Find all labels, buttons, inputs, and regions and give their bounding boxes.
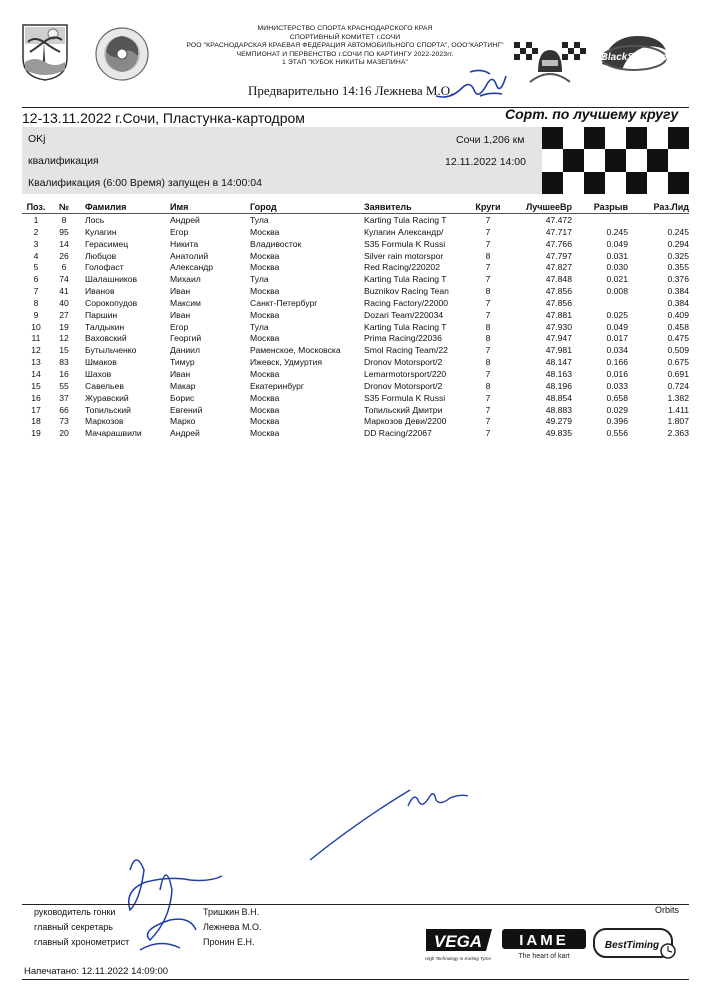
cell-first-name: Егор bbox=[170, 226, 189, 237]
cell-pos: 8 bbox=[33, 297, 39, 308]
cell-entrant: Dronov Motorsport/2 bbox=[364, 357, 443, 368]
class-label: OKj bbox=[28, 133, 46, 145]
sochi-coat-of-arms-icon bbox=[20, 22, 70, 82]
cell-city: Москва bbox=[250, 416, 280, 427]
col-number: № bbox=[58, 202, 70, 212]
cell-gap: 0.034 bbox=[606, 345, 628, 356]
cell-gap: 0.049 bbox=[606, 321, 628, 332]
table-row bbox=[22, 357, 689, 369]
cell-pos: 4 bbox=[33, 250, 39, 261]
cell-laps: 8 bbox=[485, 250, 491, 261]
cell-city: Тула bbox=[250, 215, 269, 225]
divider bbox=[22, 904, 689, 905]
cell-first-name: Андрей bbox=[170, 215, 200, 225]
cell-number: 27 bbox=[59, 309, 69, 320]
track-info: Сочи 1,206 км bbox=[456, 134, 525, 146]
cell-gap-leader: 0.724 bbox=[667, 380, 689, 391]
table-row bbox=[22, 298, 689, 310]
cell-city: Москва bbox=[250, 368, 280, 379]
cell-laps: 8 bbox=[485, 357, 491, 368]
cell-city: Москва bbox=[250, 286, 280, 297]
cell-entrant: Karting Tula Racing T bbox=[364, 274, 447, 285]
table-row bbox=[22, 381, 689, 393]
vega-logo-icon bbox=[424, 925, 496, 963]
cell-number: 66 bbox=[59, 404, 69, 415]
cell-gap: 0.166 bbox=[606, 357, 628, 368]
cell-gap: 0.396 bbox=[606, 416, 628, 427]
cell-city: Санкт-Петербург bbox=[250, 297, 318, 308]
cell-number: 12 bbox=[59, 333, 69, 344]
cell-best-time: 47.930 bbox=[545, 321, 572, 332]
cell-laps: 7 bbox=[485, 345, 491, 356]
signature-icon bbox=[300, 770, 480, 870]
cell-first-name: Евгений bbox=[170, 404, 203, 415]
cell-number: 95 bbox=[59, 226, 69, 237]
sort-title: Сорт. по лучшему кругу bbox=[505, 106, 679, 122]
cell-laps: 7 bbox=[485, 309, 491, 320]
cell-best-time: 47.472 bbox=[545, 215, 572, 225]
cell-best-time: 47.881 bbox=[545, 309, 572, 320]
cell-entrant: Red Racing/220202 bbox=[364, 262, 440, 273]
cell-best-time: 47.766 bbox=[545, 238, 572, 249]
official-role: руководитель гонки bbox=[34, 907, 116, 917]
cell-best-time: 47.717 bbox=[545, 226, 572, 237]
table-row bbox=[22, 393, 689, 405]
cell-laps: 7 bbox=[485, 226, 491, 237]
table-row bbox=[22, 251, 689, 263]
cell-gap-leader: 1.807 bbox=[667, 416, 689, 427]
table-row bbox=[22, 286, 689, 298]
cell-best-time: 48.883 bbox=[545, 404, 572, 415]
table-row bbox=[22, 215, 689, 227]
cell-last-name: Ваховский bbox=[85, 333, 127, 344]
cell-city: Москва bbox=[250, 404, 280, 415]
cell-gap: 0.008 bbox=[606, 286, 628, 297]
cell-number: 55 bbox=[59, 380, 69, 391]
cell-last-name: Любцов bbox=[85, 250, 117, 261]
cell-gap-leader: 1.382 bbox=[667, 392, 689, 403]
cell-laps: 7 bbox=[485, 404, 491, 415]
cell-pos: 16 bbox=[31, 392, 41, 403]
official-name: Лежнева М.О. bbox=[203, 922, 262, 932]
black-sea-logo-text: BlackSea Cup bbox=[600, 52, 668, 63]
cell-number: 26 bbox=[59, 250, 69, 261]
col-first-name: Имя bbox=[170, 202, 189, 212]
black-sea-cup-logo-icon bbox=[598, 30, 670, 78]
cell-first-name: Иван bbox=[170, 368, 191, 379]
cell-pos: 12 bbox=[31, 345, 41, 356]
table-row bbox=[22, 322, 689, 334]
cell-laps: 8 bbox=[485, 333, 491, 344]
cell-city: Москва bbox=[250, 262, 280, 273]
cell-best-time: 47.827 bbox=[545, 262, 572, 273]
cell-last-name: Шмаков bbox=[85, 357, 117, 368]
cell-gap-leader: 0.294 bbox=[667, 238, 689, 249]
cell-laps: 7 bbox=[485, 368, 491, 379]
cell-last-name: Мачарашвили bbox=[85, 428, 142, 439]
cell-laps: 7 bbox=[485, 274, 491, 285]
event-title: 12-13.11.2022 г.Сочи, Пластунка-картодром bbox=[22, 110, 305, 126]
cell-last-name: Герасимец bbox=[85, 238, 129, 249]
cell-first-name: Егор bbox=[170, 321, 189, 332]
cell-first-name: Иван bbox=[170, 309, 191, 320]
cell-last-name: Маркозов bbox=[85, 416, 124, 427]
cell-pos: 9 bbox=[33, 309, 39, 320]
cell-gap-leader: 0.355 bbox=[667, 262, 689, 273]
iame-tagline: The heart of kart bbox=[518, 953, 570, 960]
cell-entrant: DD Racing/22067 bbox=[364, 428, 432, 439]
cell-entrant: Lemarmotorsport/220 bbox=[364, 368, 447, 379]
cell-gap-leader: 0.458 bbox=[667, 321, 689, 332]
cell-first-name: Иван bbox=[170, 286, 191, 297]
cell-first-name: Марко bbox=[170, 416, 196, 427]
cell-laps: 7 bbox=[485, 416, 491, 427]
cell-best-time: 47.947 bbox=[545, 333, 572, 344]
cell-pos: 6 bbox=[33, 274, 39, 285]
cell-number: 15 bbox=[59, 345, 69, 356]
cell-number: 19 bbox=[59, 321, 69, 332]
cell-entrant: Buznikov Racing Tean bbox=[364, 286, 449, 297]
cell-gap-leader: 0.245 bbox=[667, 226, 689, 237]
signature-icon bbox=[100, 830, 240, 970]
cell-best-time: 48.147 bbox=[545, 357, 572, 368]
cell-gap-leader: 0.691 bbox=[667, 368, 689, 379]
cell-entrant: Prima Racing/22036 bbox=[364, 333, 442, 344]
table-header bbox=[22, 201, 689, 214]
cell-pos: 14 bbox=[31, 368, 41, 379]
cell-gap-leader: 0.384 bbox=[667, 297, 689, 308]
cell-first-name: Тимур bbox=[170, 357, 195, 368]
cell-gap-leader: 0.675 bbox=[667, 357, 689, 368]
besttiming-logo-icon bbox=[592, 925, 684, 965]
vega-logo-text: VEGA bbox=[433, 932, 483, 951]
cell-pos: 10 bbox=[31, 321, 41, 332]
cell-gap: 0.031 bbox=[606, 250, 628, 261]
cell-entrant: S35 Formula K Russi bbox=[364, 392, 446, 403]
cell-entrant: S35 Formula K Russi bbox=[364, 238, 446, 249]
cell-gap-leader: 0.475 bbox=[667, 333, 689, 344]
cell-entrant: Silver rain motorspor bbox=[364, 250, 444, 261]
table-row bbox=[22, 405, 689, 417]
cell-entrant: Топильский Дмитри bbox=[364, 404, 443, 415]
orbits-label: Orbits bbox=[655, 905, 680, 915]
cell-entrant: Karting Tula Racing T bbox=[364, 321, 447, 332]
cell-number: 14 bbox=[59, 238, 69, 249]
cell-last-name: Талдыкин bbox=[85, 321, 125, 332]
cell-number: 41 bbox=[59, 286, 69, 297]
cell-entrant: Кулагин Александр/ bbox=[364, 226, 444, 237]
cell-number: 8 bbox=[61, 215, 67, 225]
table-row bbox=[22, 345, 689, 357]
table-row bbox=[22, 227, 689, 239]
cell-best-time: 49.279 bbox=[545, 416, 572, 427]
cell-pos: 1 bbox=[33, 215, 39, 225]
cell-number: 20 bbox=[59, 428, 69, 439]
col-gap: Разрыв bbox=[593, 202, 628, 212]
cell-entrant: Dronov Motorsport/2 bbox=[364, 380, 443, 391]
cell-number: 83 bbox=[59, 357, 69, 368]
cell-pos: 7 bbox=[33, 286, 39, 297]
org-line: ЧЕМПИОНАТ И ПЕРВЕНСТВО г.СОЧИ ПО КАРТИНГУ 2022-2023гг. bbox=[236, 50, 454, 58]
cell-laps: 7 bbox=[485, 297, 491, 308]
cell-pos: 11 bbox=[31, 333, 41, 344]
cell-gap-leader: 0.376 bbox=[667, 274, 689, 285]
official-role: главный секретарь bbox=[34, 922, 113, 932]
table-row bbox=[22, 333, 689, 345]
results-table bbox=[22, 215, 689, 440]
table-row bbox=[22, 239, 689, 251]
cell-first-name: Даниил bbox=[170, 345, 200, 356]
cell-pos: 18 bbox=[31, 416, 41, 427]
cell-gap-leader: 2.363 bbox=[667, 428, 689, 439]
cell-city: Владивосток bbox=[250, 238, 302, 249]
cell-gap-leader: 0.384 bbox=[667, 286, 689, 297]
official-name: Пронин Е.Н. bbox=[203, 937, 255, 947]
org-line: РОО "КРАСНОДАРСКАЯ КРАЕВАЯ ФЕДЕРАЦИЯ АВТОМОБИЛЬНОГО СПОРТА", ООО"КАРТИНГ" bbox=[186, 42, 504, 50]
cell-last-name: Савельев bbox=[85, 380, 124, 391]
cell-last-name: Иванов bbox=[85, 286, 115, 297]
divider bbox=[22, 979, 689, 980]
vega-tagline: High Technology in Karting Tyres bbox=[425, 956, 491, 961]
cell-number: 73 bbox=[59, 416, 69, 427]
federation-emblem-icon bbox=[94, 26, 150, 82]
cell-gap-leader: 1.411 bbox=[668, 404, 689, 415]
cell-city: Ижевск, Удмуртия bbox=[250, 357, 322, 368]
cell-gap: 0.016 bbox=[606, 368, 628, 379]
cell-laps: 7 bbox=[485, 428, 491, 439]
cell-city: Москва bbox=[250, 309, 280, 320]
cell-pos: 17 bbox=[31, 404, 41, 415]
session-date: 12.11.2022 14:00 bbox=[445, 156, 526, 168]
cell-city: Тула bbox=[250, 321, 269, 332]
cell-city: Москва bbox=[250, 333, 280, 344]
cell-city: Москва bbox=[250, 392, 280, 403]
table-row bbox=[22, 262, 689, 274]
cell-last-name: Паршин bbox=[85, 309, 118, 320]
cell-gap-leader: 0.325 bbox=[667, 250, 689, 261]
cell-entrant: Маркозов Деви/2200 bbox=[364, 416, 447, 427]
cell-gap: 0.658 bbox=[606, 392, 628, 403]
cell-gap: 0.025 bbox=[606, 309, 628, 320]
cell-best-time: 47.981 bbox=[545, 345, 572, 356]
org-line: МИНИСТЕРСТВО СПОРТА КРАСНОДАРСКОГО КРАЯ bbox=[257, 25, 433, 32]
cell-pos: 13 bbox=[31, 357, 41, 368]
cell-city: Екатеринбург bbox=[250, 380, 305, 391]
cell-best-time: 47.856 bbox=[545, 297, 572, 308]
karting-helmet-flags-icon bbox=[510, 36, 590, 88]
cell-gap: 0.556 bbox=[606, 428, 628, 439]
session-start: Квалификация (6:00 Время) запущен в 14:00:04 bbox=[28, 177, 262, 189]
cell-entrant: Racing Factory/22000 bbox=[364, 297, 449, 308]
table-row bbox=[22, 274, 689, 286]
cell-pos: 5 bbox=[33, 262, 39, 273]
cell-first-name: Анатолий bbox=[170, 250, 209, 261]
cell-entrant: Dozari Team/220034 bbox=[364, 309, 444, 320]
cell-first-name: Георгий bbox=[170, 333, 202, 344]
table-row bbox=[22, 369, 689, 381]
cell-city: Раменское, Московска bbox=[250, 345, 341, 356]
iame-logo-icon bbox=[500, 927, 588, 961]
cell-last-name: Сорокопудов bbox=[85, 297, 138, 308]
cell-gap: 0.033 bbox=[606, 380, 628, 391]
col-entrant: Заявитель bbox=[364, 202, 412, 212]
cell-number: 40 bbox=[59, 297, 69, 308]
cell-city: Москва bbox=[250, 250, 280, 261]
cell-laps: 8 bbox=[485, 321, 491, 332]
table-row bbox=[22, 428, 689, 440]
cell-first-name: Никита bbox=[170, 238, 199, 249]
cell-gap: 0.029 bbox=[606, 404, 628, 415]
checkered-flag-icon bbox=[542, 127, 689, 194]
cell-number: 37 bbox=[59, 392, 69, 403]
cell-first-name: Макар bbox=[170, 380, 196, 391]
signature-icon bbox=[430, 66, 520, 106]
cell-gap-leader: 0.509 bbox=[667, 345, 689, 356]
cell-last-name: Журавский bbox=[85, 392, 129, 403]
cell-city: Москва bbox=[250, 226, 280, 237]
cell-entrant: Karting Tula Racing T bbox=[364, 215, 447, 225]
cell-laps: 8 bbox=[485, 380, 491, 391]
cell-number: 16 bbox=[59, 368, 69, 379]
cell-gap: 0.049 bbox=[606, 238, 628, 249]
organizer-block bbox=[180, 25, 510, 68]
cell-gap: 0.017 bbox=[606, 333, 628, 344]
cell-laps: 7 bbox=[485, 238, 491, 249]
col-laps: Круги bbox=[475, 202, 501, 212]
cell-first-name: Александр bbox=[170, 262, 213, 273]
table-row bbox=[22, 416, 689, 428]
cell-pos: 19 bbox=[31, 428, 41, 439]
col-city: Город bbox=[250, 202, 277, 212]
cell-last-name: Шалашников bbox=[85, 274, 138, 285]
cell-pos: 2 bbox=[33, 226, 39, 237]
cell-gap: 0.245 bbox=[606, 226, 628, 237]
cell-best-time: 48.163 bbox=[545, 368, 572, 379]
cell-best-time: 48.854 bbox=[545, 392, 572, 403]
cell-laps: 7 bbox=[485, 262, 491, 273]
cell-last-name: Шахов bbox=[85, 368, 112, 379]
col-gap-leader: Раз.Лид bbox=[653, 202, 689, 212]
cell-city: Москва bbox=[250, 428, 280, 439]
cell-last-name: Лось bbox=[85, 215, 105, 225]
printed-timestamp: Напечатано: 12.11.2022 14:09:00 bbox=[24, 966, 169, 977]
cell-entrant: Smol Racing Team/22 bbox=[364, 345, 448, 356]
col-pos: Поз. bbox=[26, 202, 46, 212]
cell-number: 74 bbox=[59, 274, 69, 285]
org-line: СПОРТИВНЫЙ КОМИТЕТ г.СОЧИ bbox=[289, 33, 401, 41]
cell-best-time: 47.797 bbox=[545, 250, 572, 261]
cell-gap: 0.021 bbox=[606, 274, 628, 285]
cell-pos: 3 bbox=[33, 238, 39, 249]
cell-first-name: Андрей bbox=[170, 428, 200, 439]
cell-laps: 7 bbox=[485, 215, 491, 225]
col-last-name: Фамилия bbox=[85, 202, 127, 212]
cell-best-time: 47.856 bbox=[545, 286, 572, 297]
cell-best-time: 47.848 bbox=[545, 274, 572, 285]
cell-first-name: Максим bbox=[170, 297, 201, 308]
cell-first-name: Борис bbox=[170, 392, 195, 403]
cell-laps: 8 bbox=[485, 286, 491, 297]
cell-last-name: Бутыльченко bbox=[85, 345, 137, 356]
official-name: Тришкин В.Н. bbox=[203, 907, 260, 917]
preliminary-note: Предварительно 14:16 Лежнева М.О. bbox=[248, 83, 454, 98]
cell-last-name: Кулагин bbox=[85, 226, 117, 237]
col-best-time: ЛучшееВр bbox=[525, 202, 572, 212]
cell-city: Тула bbox=[250, 274, 269, 285]
official-role: главный хронометрист bbox=[34, 937, 130, 947]
cell-pos: 15 bbox=[31, 380, 41, 391]
session-label: квалификация bbox=[28, 155, 99, 167]
cell-best-time: 48.196 bbox=[545, 380, 572, 391]
cell-number: 6 bbox=[61, 262, 67, 273]
table-row bbox=[22, 310, 689, 322]
iame-logo-text: IAME bbox=[519, 932, 569, 949]
org-line: 1 ЭТАП "КУБОК НИКИТЫ МАЗЕПИНА" bbox=[281, 59, 409, 67]
cell-gap: 0.030 bbox=[606, 262, 628, 273]
cell-laps: 7 bbox=[485, 392, 491, 403]
cell-gap-leader: 0.409 bbox=[667, 309, 689, 320]
cell-first-name: Михаил bbox=[170, 274, 201, 285]
cell-best-time: 49.835 bbox=[545, 428, 572, 439]
cell-last-name: Топильский bbox=[85, 404, 131, 415]
cell-last-name: Голофаст bbox=[85, 262, 124, 273]
besttiming-logo-text: BestTiming bbox=[604, 940, 660, 951]
